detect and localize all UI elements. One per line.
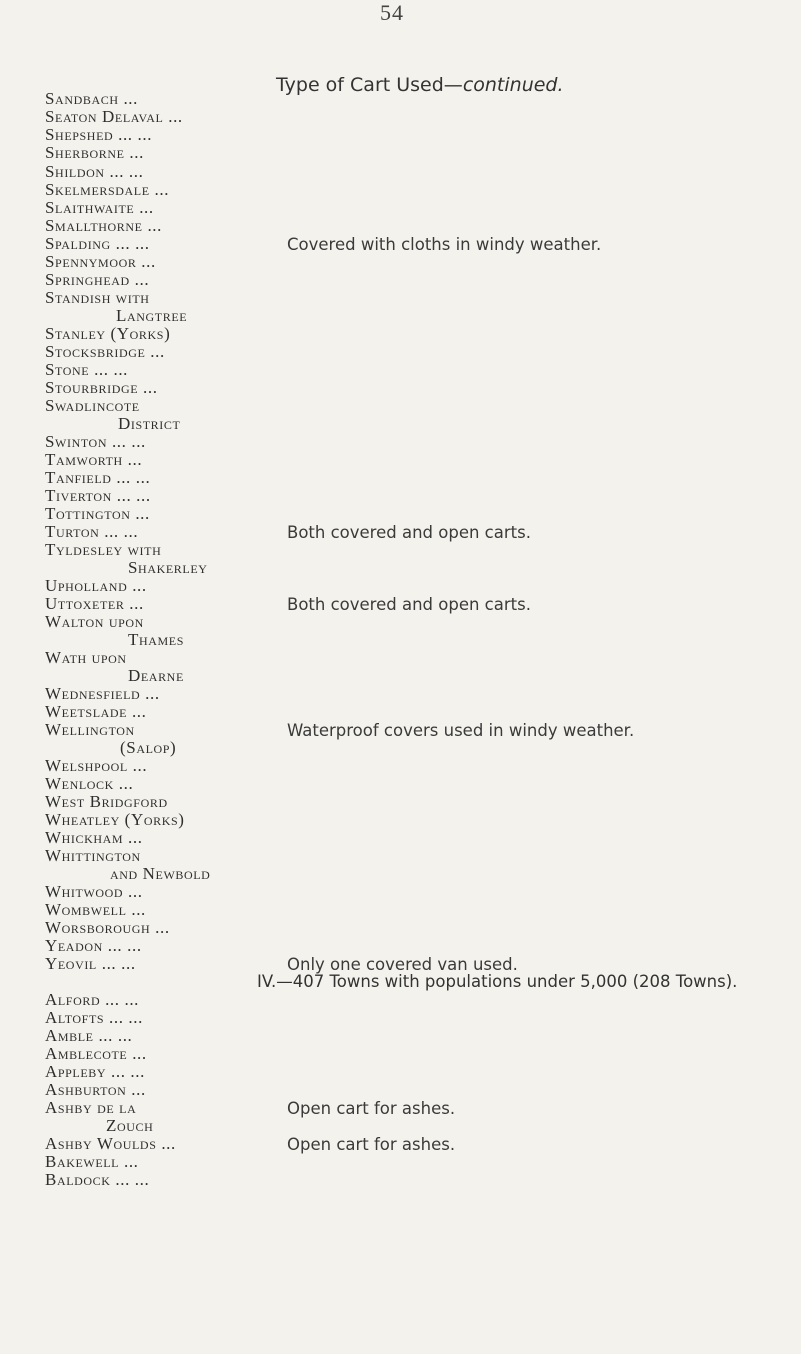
town-name: Dearne: [128, 666, 184, 685]
town-name: District: [118, 414, 181, 433]
cart-type-note: Open cart for ashes.: [287, 1135, 456, 1154]
town-name: (Salop): [120, 738, 177, 757]
town-name: Wellington: [45, 720, 135, 739]
town-name: Weetslade ...: [45, 702, 147, 721]
town-name: Amblecote ...: [45, 1044, 147, 1063]
town-name: Whittington: [45, 846, 141, 865]
heading-prefix: Type of Cart Used—: [276, 74, 463, 96]
town-name: Slaithwaite ...: [45, 198, 154, 217]
town-name: Uttoxeter ...: [45, 594, 144, 613]
town-name: Spalding ... ...: [45, 234, 150, 253]
section-heading: IV.—407 Towns with populations under 5,000 (208 Towns).: [257, 972, 738, 991]
town-name: Tiverton ... ...: [45, 486, 151, 505]
town-name: Ashby de la: [45, 1098, 137, 1117]
cart-type-note: Both covered and open carts.: [287, 523, 531, 542]
town-name: Yeovil ... ...: [45, 954, 136, 973]
town-name: Springhead ...: [45, 270, 150, 289]
town-name: Ashburton ...: [45, 1080, 146, 1099]
town-name: Yeadon ... ...: [45, 936, 142, 955]
cart-type-note: Waterproof covers used in windy weather.: [287, 721, 635, 740]
town-name: Bakewell ...: [45, 1152, 139, 1171]
town-name: Wath upon: [45, 648, 127, 667]
town-name: Wombwell ...: [45, 900, 146, 919]
cart-type-note: Both covered and open carts.: [287, 595, 531, 614]
town-name: Shildon ... ...: [45, 162, 144, 181]
town-name: Spennymoor ...: [45, 252, 156, 271]
town-name: Altofts ... ...: [45, 1008, 143, 1027]
town-name: Shepshed ... ...: [45, 125, 153, 144]
town-name: Stocksbridge ...: [45, 342, 165, 361]
town-name: Swadlincote: [45, 396, 140, 415]
town-name: Stanley (Yorks): [45, 324, 171, 343]
cart-type-note: Only one covered van used.: [287, 955, 518, 974]
town-name: Seaton Delaval ...: [45, 107, 183, 126]
town-name: Upholland ...: [45, 576, 147, 595]
town-name: Welshpool ...: [45, 756, 148, 775]
town-name: Whitwood ...: [45, 882, 143, 901]
town-name: Worsborough ...: [45, 918, 170, 937]
town-name: and Newbold: [110, 864, 211, 883]
town-name: Appleby ... ...: [45, 1062, 145, 1081]
town-name: Skelmersdale ...: [45, 180, 170, 199]
town-name: Stone ... ...: [45, 360, 129, 379]
town-name: Wheatley (Yorks): [45, 810, 185, 829]
town-name: Tottington ...: [45, 504, 150, 523]
town-name: Standish with: [45, 288, 150, 307]
town-name: Wenlock ...: [45, 774, 134, 793]
town-name: Turton ... ...: [45, 522, 139, 541]
town-name: Zouch: [106, 1116, 154, 1135]
heading-suffix: continued.: [462, 74, 564, 96]
town-name: Stourbridge ...: [45, 378, 158, 397]
cart-type-note: Open cart for ashes.: [287, 1099, 456, 1118]
page-number: 54: [380, 0, 404, 25]
town-name: Tanfield ... ...: [45, 468, 151, 487]
town-name: Alford ... ...: [45, 990, 140, 1009]
cart-type-note: Covered with cloths in windy weather.: [287, 235, 602, 254]
town-name: Langtree: [116, 306, 188, 325]
town-name: Amble ... ...: [45, 1026, 133, 1045]
town-name: Smallthorne ...: [45, 216, 163, 235]
town-name: Walton upon: [45, 612, 144, 631]
town-name: Baldock ... ...: [45, 1170, 150, 1189]
town-name: Thames: [128, 630, 184, 649]
town-name: Sandbach ...: [45, 89, 138, 108]
town-name: Tamworth ...: [45, 450, 143, 469]
town-name: Sherborne ...: [45, 143, 144, 162]
town-name: Shakerley: [128, 558, 208, 577]
town-name: Swinton ... ...: [45, 432, 146, 451]
town-name: Ashby Woulds ...: [45, 1134, 176, 1153]
town-name: Whickham ...: [45, 828, 143, 847]
town-name: West Bridgford: [45, 792, 168, 811]
town-name: Tyldesley with: [45, 540, 162, 559]
town-name: Wednesfield ...: [45, 684, 160, 703]
